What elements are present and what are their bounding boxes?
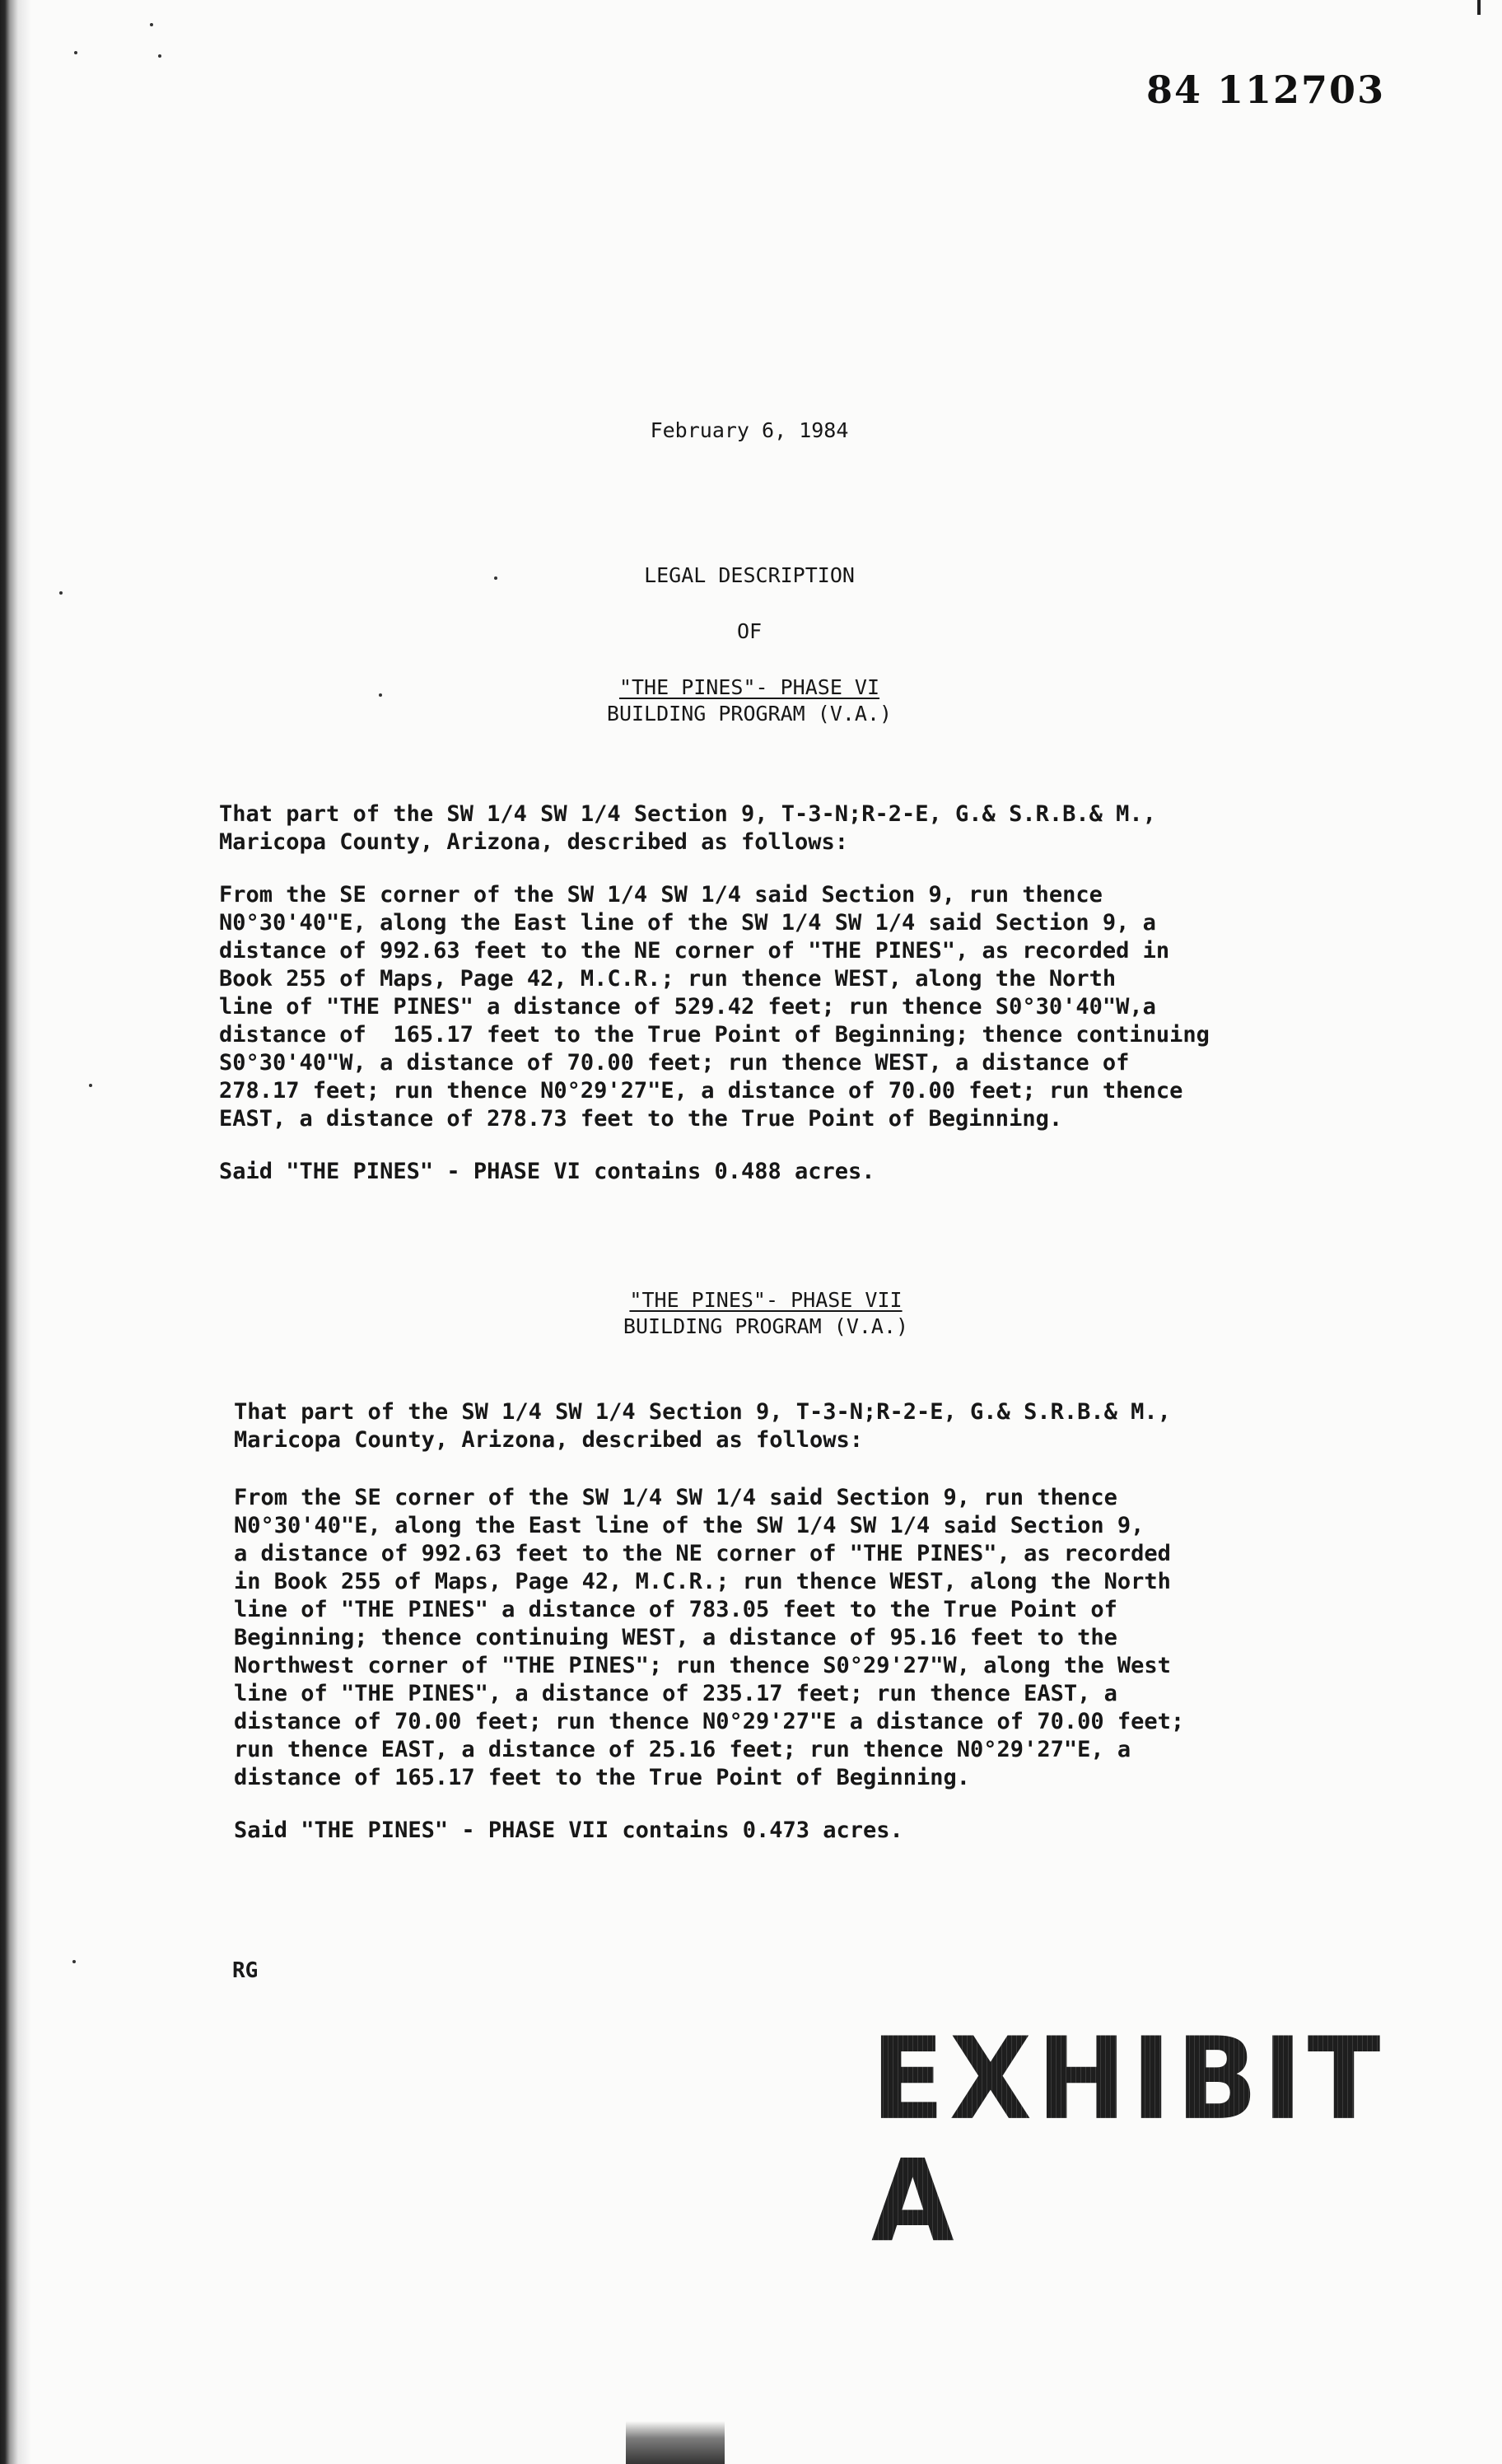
text-line: From the SE corner of the SW 1/4 SW 1/4 said Section 9, run thence <box>219 882 1103 908</box>
text-line: N0°30'40"E, along the East line of the SW 1/4 SW 1/4 said Section 9, <box>234 1513 1145 1538</box>
document-date: February 6, 1984 <box>650 418 849 442</box>
phase-vi-title: "THE PINES"- PHASE VI <box>618 675 880 699</box>
text-line: EAST, a distance of 278.73 feet to the True Point of Beginning. <box>219 1106 1063 1132</box>
text-line: 278.17 feet; run thence N0°29'27"E, a distance of 70.00 feet; run thence <box>219 1078 1183 1104</box>
preparer-initials: RG <box>232 1958 259 1983</box>
text-line: Beginning; thence continuing WEST, a distance of 95.16 feet to the <box>234 1625 1117 1650</box>
text-line: line of "THE PINES", a distance of 235.17 feet; run thence EAST, a <box>234 1681 1117 1706</box>
text-line: a distance of 992.63 feet to the NE corner of "THE PINES", as recorded <box>234 1541 1171 1566</box>
text-line: run thence EAST, a distance of 25.16 feet; run thence N0°29'27"E, a <box>234 1737 1131 1762</box>
text-line: S0°30'40"W, a distance of 70.00 feet; run thence WEST, a distance of <box>219 1050 1130 1076</box>
scan-mark <box>1477 0 1481 15</box>
text-line: Maricopa County, Arizona, described as follows: <box>234 1427 864 1453</box>
scan-speck <box>89 1084 92 1087</box>
scan-edge-shadow-bottom <box>626 2421 725 2464</box>
text-line: line of "THE PINES" a distance of 783.05 feet to the True Point of <box>234 1597 1117 1622</box>
text-line: distance of 165.17 feet to the True Point of Beginning. <box>234 1765 971 1790</box>
document-number: 84 112703 <box>1146 68 1386 112</box>
scan-speck <box>150 23 153 26</box>
text-line: From the SE corner of the SW 1/4 SW 1/4 said Section 9, run thence <box>234 1485 1117 1510</box>
text-line: That part of the SW 1/4 SW 1/4 Section 9, T-3-N;R-2-E, G.& S.R.B.& M., <box>219 801 1156 827</box>
text-line: Maricopa County, Arizona, described as follows: <box>219 829 849 855</box>
exhibit-a-stamp: EXHIBIT A <box>871 2018 1502 2262</box>
text-line: line of "THE PINES" a distance of 529.42 feet; run thence S0°30'40"W,a <box>219 994 1156 1020</box>
phase-vii-description <box>234 1484 1184 1792</box>
phase-vi-intro <box>219 800 1156 856</box>
heading-of: OF <box>736 619 763 643</box>
text-line: Northwest corner of "THE PINES"; run thence S0°29'27"W, along the West <box>234 1653 1171 1678</box>
phase-vi-acreage: Said "THE PINES" - PHASE VI contains 0.488 acres. <box>219 1159 875 1184</box>
phase-vii-intro <box>234 1398 1171 1454</box>
text-line: distance of 165.17 feet to the True Point of Beginning; thence continuing <box>219 1022 1210 1048</box>
phase-vii-acreage: Said "THE PINES" - PHASE VII contains 0.473 acres. <box>234 1818 903 1843</box>
phase-vii-subtitle: BUILDING PROGRAM (V.A.) <box>623 1314 909 1338</box>
text-line: N0°30'40"E, along the East line of the SW 1/4 SW 1/4 said Section 9, a <box>219 910 1156 936</box>
scan-speck <box>158 54 161 58</box>
text-line: distance of 992.63 feet to the NE corner of "THE PINES", as recorded in <box>219 938 1170 964</box>
phase-vi-description <box>219 881 1210 1133</box>
text-line: Book 255 of Maps, Page 42, M.C.R.; run thence WEST, along the North <box>219 966 1117 992</box>
scan-edge-shadow <box>0 0 31 2464</box>
scan-speck <box>74 51 77 54</box>
text-line: distance of 70.00 feet; run thence N0°29'27"E a distance of 70.00 feet; <box>234 1709 1185 1734</box>
text-line: That part of the SW 1/4 SW 1/4 Section 9, T-3-N;R-2-E, G.& S.R.B.& M., <box>234 1399 1171 1425</box>
scan-speck <box>494 576 497 580</box>
phase-vii-title: "THE PINES"- PHASE VII <box>629 1288 903 1312</box>
phase-vi-subtitle: BUILDING PROGRAM (V.A.) <box>606 702 893 726</box>
heading-title: LEGAL DESCRIPTION <box>644 563 855 587</box>
scan-speck <box>59 591 63 595</box>
scan-speck <box>379 693 382 697</box>
scan-speck <box>72 1960 76 1963</box>
text-line: in Book 255 of Maps, Page 42, M.C.R.; run thence WEST, along the North <box>234 1569 1171 1594</box>
